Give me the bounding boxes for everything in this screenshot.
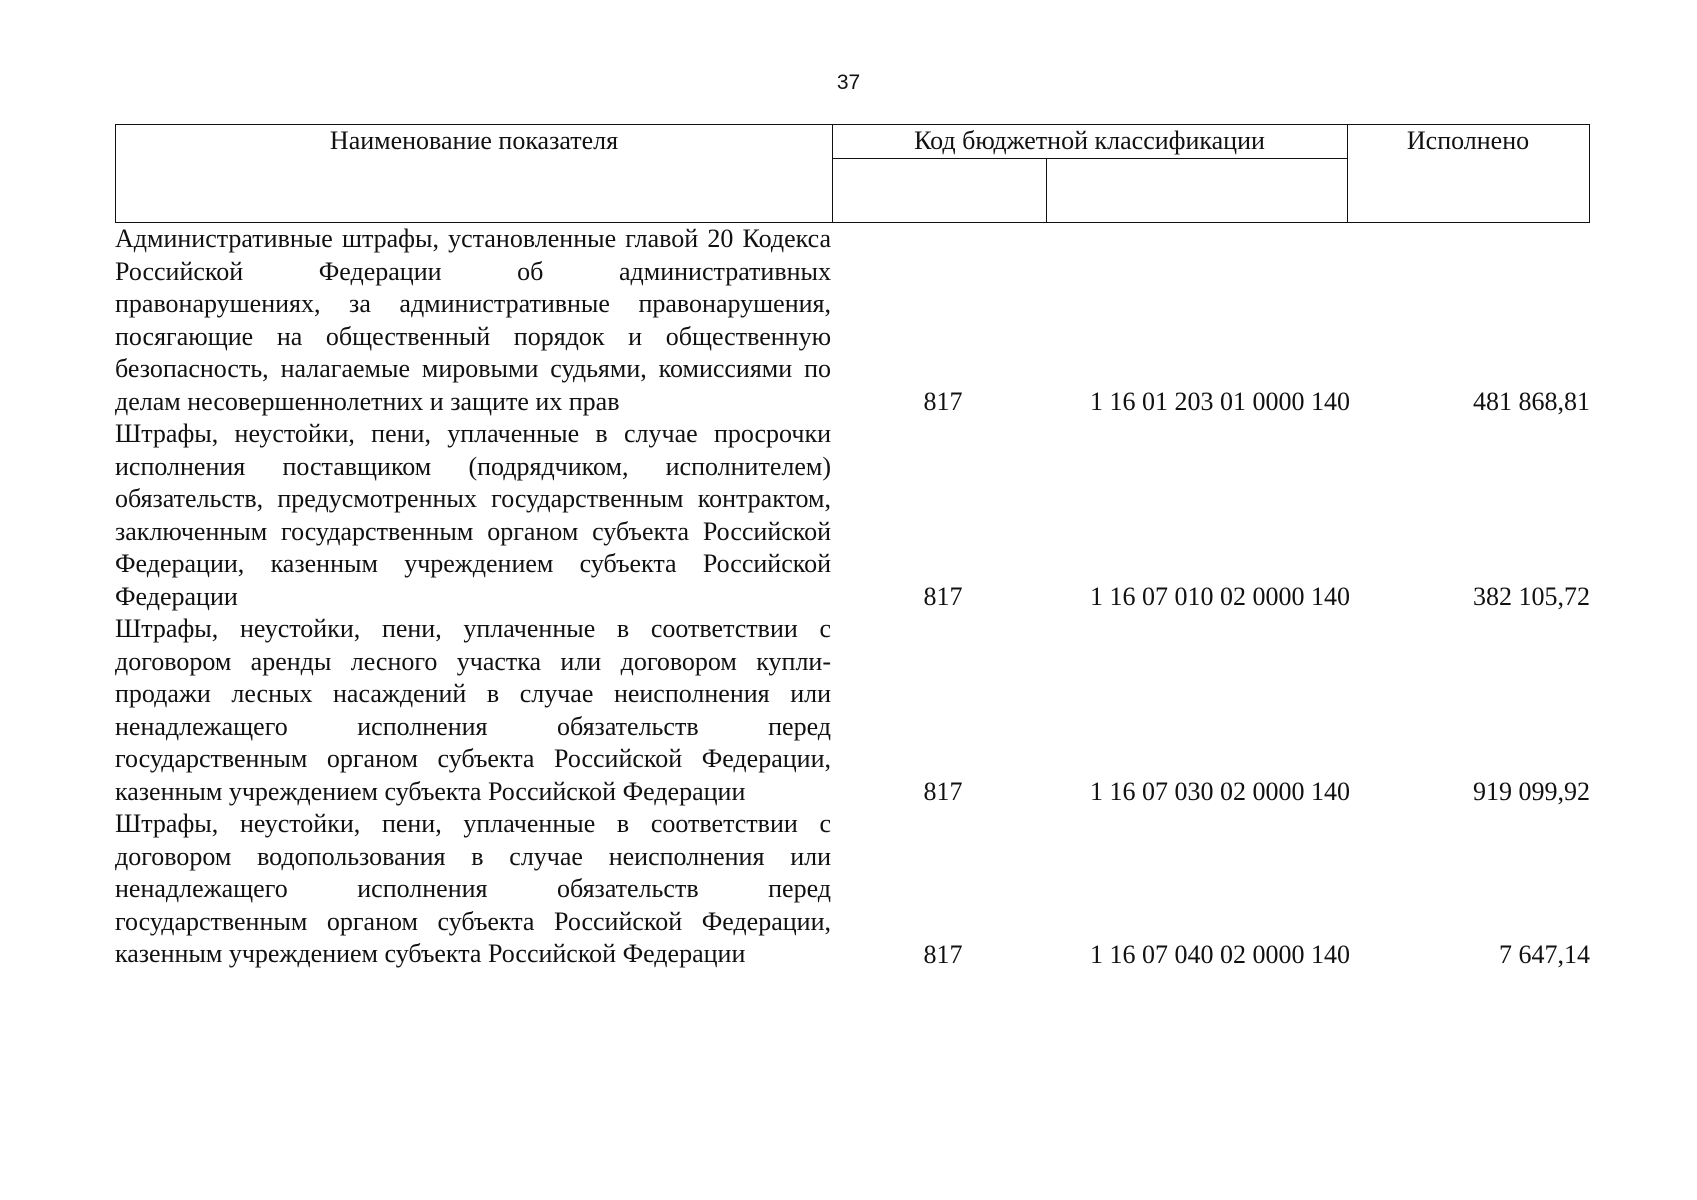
indicator-name: Штрафы, неустойки, пени, уплаченные в случае просрочки исполнения поставщиком (подрядчиком, исполнителем) обязательств, предусмотренных государственным контрактом, заключенным государственным органом субъекта Российской Федерации, казенным учреждением субъекта Российской Федерации <box>115 419 831 611</box>
executed-amount: 919 099,92 <box>1473 776 1590 806</box>
budget-code: 1 16 07 030 02 0000 140 <box>1090 776 1350 806</box>
agency-code: 817 <box>923 581 963 611</box>
header-divider <box>1347 125 1348 222</box>
page-number: 37 <box>836 71 861 94</box>
agency-code: 817 <box>923 939 963 969</box>
executed-amount: 481 868,81 <box>1473 386 1590 416</box>
indicator-name: Административные штрафы, установленные главой 20 Кодекса Российской Федерации об административных правонарушениях, за административные правонарушения, посягающие на общественный порядок и общественную безопасность, налагаемые мировыми судьями, комиссиями по делам несовершеннолетних и защите их прав <box>115 224 831 416</box>
table-row <box>115 223 1590 418</box>
agency-code: 817 <box>923 776 963 806</box>
header-divider <box>832 125 833 222</box>
budget-code: 1 16 07 040 02 0000 140 <box>1090 939 1350 969</box>
header-executed: Исполнено <box>1406 126 1530 155</box>
table-row <box>115 808 1590 971</box>
header-name: Наименование показателя <box>329 126 619 155</box>
executed-amount: 7 647,14 <box>1499 939 1590 969</box>
executed-amount: 382 105,72 <box>1473 581 1590 611</box>
agency-code: 817 <box>923 386 963 416</box>
budget-code: 1 16 01 203 01 0000 140 <box>1090 386 1350 416</box>
indicator-name: Штрафы, неустойки, пени, уплаченные в соответствии с договором аренды лесного участка или договором купли-продажи лесных насаждений в случае неисполнения или ненадлежащего исполнения обязательств перед государственным органом субъекта Российской Федерации, казенным учреждением субъекта Российской Федерации <box>115 614 831 806</box>
table-row <box>115 418 1590 613</box>
header-budget-code: Код бюджетной классификации <box>914 126 1265 155</box>
header-subdivider <box>1046 158 1047 222</box>
header-subline <box>832 158 1347 159</box>
table-header <box>115 124 1590 223</box>
indicator-name: Штрафы, неустойки, пени, уплаченные в соответствии с договором водопользования в случае неисполнения или ненадлежащего исполнения обязательств перед государственным органом субъекта Российской Федерации, казенным учреждением субъекта Российской Федерации <box>115 809 831 968</box>
table-row <box>115 613 1590 808</box>
budget-code: 1 16 07 010 02 0000 140 <box>1090 581 1350 611</box>
